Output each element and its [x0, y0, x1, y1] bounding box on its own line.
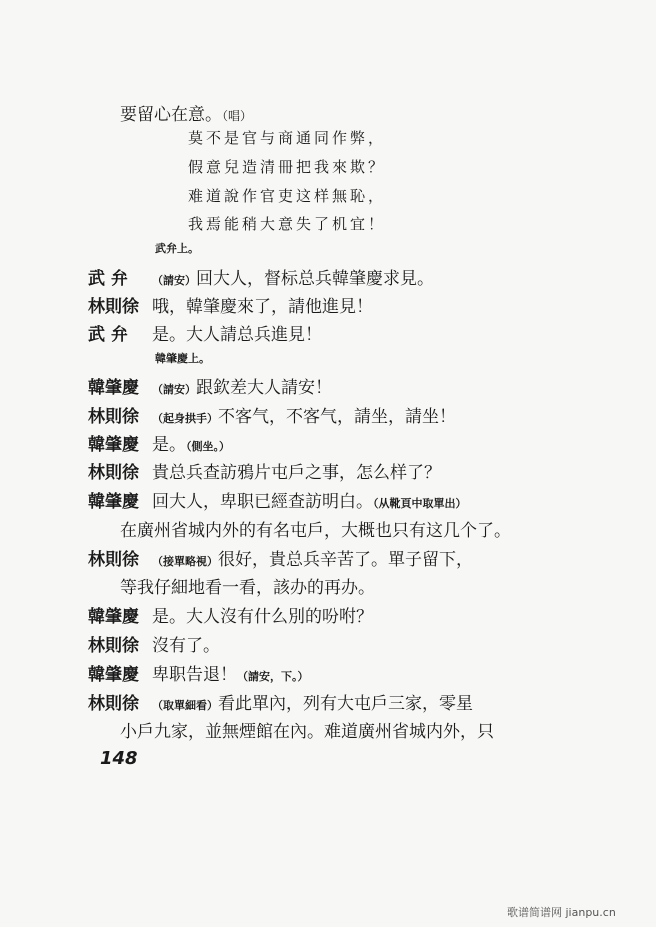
dialogue-row-4: 韓肇慶 （請安）跟欽差大人請安！	[88, 373, 332, 398]
speaker: 韓肇慶	[88, 492, 139, 512]
speaker: 林則徐	[88, 694, 139, 714]
dialogue-row-5: 林則徐 （起身拱手）不客气，不客气，請坐，請坐！	[88, 402, 456, 427]
speaker: 林則徐	[88, 550, 139, 570]
speaker: 林則徐	[88, 636, 139, 656]
speaker: 韓肇慶	[88, 665, 139, 685]
stage-direction-2: 韓肇慶上。	[155, 352, 210, 365]
dialogue-row-14: 韓肇慶 卑职告退！（請安，下。）	[88, 660, 309, 685]
continuation-line-1: 在廣州省城内外的有名屯戶，大概也只有这几个了。	[120, 521, 511, 541]
song-line-1: 莫不是官与商通同作弊，	[188, 129, 387, 147]
dialogue-row-7: 林則徐 貴总兵查訪鴉片屯戶之事，怎么样了？	[88, 458, 441, 483]
speaker: 韓肇慶	[88, 607, 139, 627]
dialogue-row-3: 武 弁 是。大人請总兵進見！	[88, 320, 322, 345]
speaker: 林則徐	[88, 407, 139, 427]
song-line-3: 难道說作官吏这样無恥，	[188, 187, 387, 205]
dialogue-row-13: 林則徐 沒有了。	[88, 631, 220, 656]
continuation-line-3: 小戶九家，並無煙館在內。难道廣州省城内外，只	[120, 722, 494, 742]
dialogue-row-2: 林則徐 哦，韓肇慶來了，請他進見！	[88, 292, 373, 317]
song-line-4: 我焉能稍大意失了机宜！	[188, 215, 387, 233]
speaker: 武 弁	[88, 269, 128, 289]
speaker: 武 弁	[88, 325, 128, 345]
speaker: 林則徐	[88, 463, 139, 483]
dialogue-row-6: 韓肇慶 是。（側坐。）	[88, 430, 230, 455]
dialogue-row-8: 韓肇慶 回大人，卑职已經查訪明白。（从靴頁中取單出）	[88, 487, 467, 512]
dialogue-row-15: 林則徐 （取單細看）看此單內，列有大屯戶三家，零星	[88, 689, 473, 714]
song-line-2: 假意兒造清冊把我來欺？	[188, 158, 387, 176]
speaker: 林則徐	[88, 297, 139, 317]
page-number: 148	[100, 748, 138, 769]
speaker: 韓肇慶	[88, 378, 139, 398]
continuation-line-2: 等我仔細地看一看，該办的再办。	[120, 578, 375, 598]
dialogue-row-1: 武 弁 （請安）回大人，督标总兵韓肇慶求見。	[88, 264, 434, 289]
line-0: 要留心在意。（唱）	[120, 105, 253, 125]
watermark: 歌谱简谱网 jianpu.cn	[507, 906, 616, 919]
dialogue-row-12: 韓肇慶 是。大人沒有什么別的吩咐？	[88, 602, 373, 627]
speaker: 韓肇慶	[88, 435, 139, 455]
dialogue-row-10: 林則徐 （接單略視）很好，貴总兵辛苦了。單子留下，	[88, 545, 473, 570]
stage-direction-1: 武弁上。	[155, 242, 199, 255]
